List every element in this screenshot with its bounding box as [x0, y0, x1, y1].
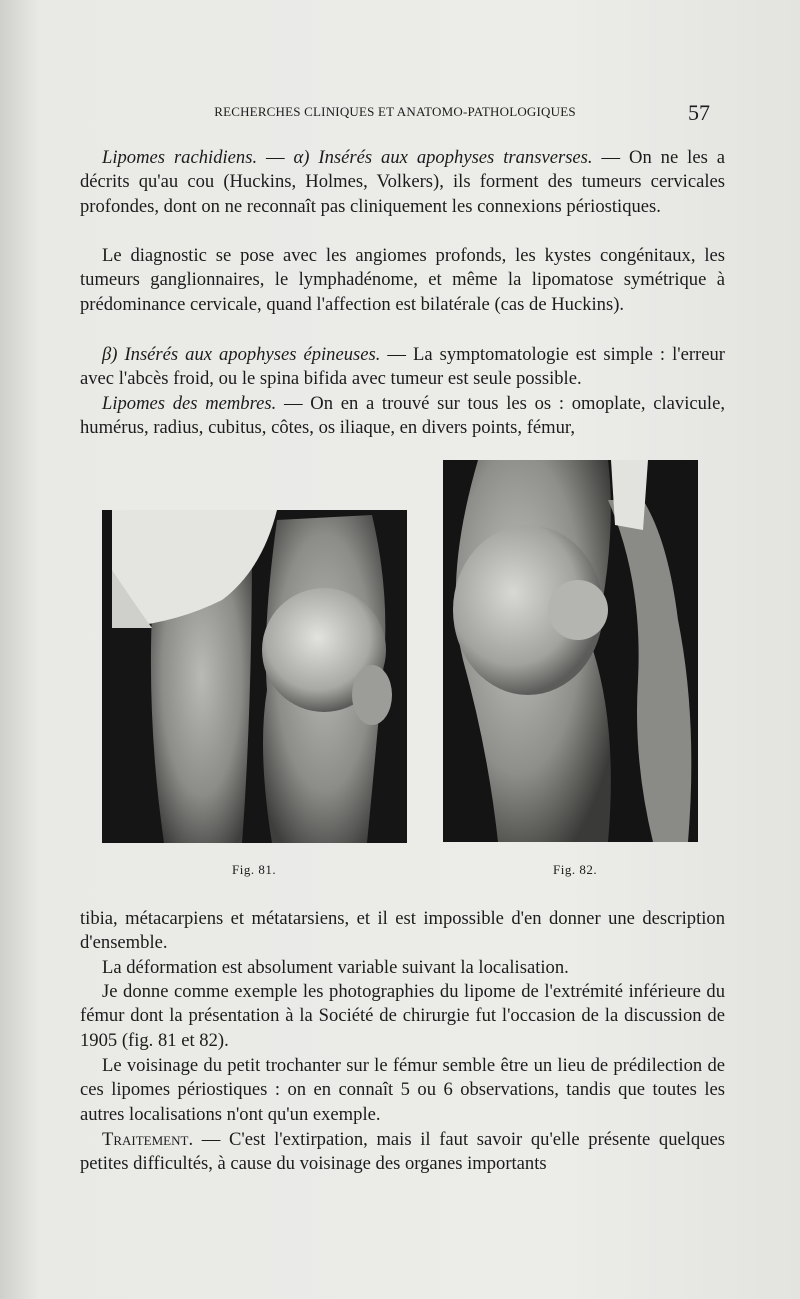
section-heading: Lipomes rachidiens. — [102, 147, 258, 168]
running-title: RECHERCHES CLINIQUES ET ANATOMO-PATHOLOGIQUES — [214, 104, 576, 119]
subsection-heading: β) Insérés aux apophyses épineuses. — [102, 344, 381, 365]
subsection-heading: α) Insérés aux apophyses transverses. — [293, 147, 593, 168]
paragraph-apophyses-epineuses — [80, 343, 725, 392]
page-number: 57 — [688, 100, 710, 125]
paragraph-lipomes-membres — [80, 392, 725, 441]
dash: — — [257, 147, 294, 168]
figure-81-photo — [102, 510, 407, 843]
figure-81-caption: Fig. 81. — [232, 862, 277, 877]
paragraph-exemple: Je donne comme exemple les photographies du lipome de l'extrémité inférieure du fémur dont la présentation à la Société de chirurgie fut l'occasion de la discussion de 1905 (fig. 81 et 82). — [80, 981, 725, 1051]
paragraph-text: — On en a trouvé sur tous les os : omoplate, clavicule, humérus, radius, cubitus, côtes, os iliaque, en divers points, fémur, — [80, 393, 725, 439]
knee-front-photo — [102, 510, 407, 843]
paragraph-traitement — [80, 1128, 725, 1177]
paragraph-deformation: La déformation est absolument variable suivant la localisation. — [102, 957, 569, 978]
figure-82-caption: Fig. 82. — [553, 862, 598, 877]
paragraph-trochanter: Le voisinage du petit trochanter sur le fémur semble être un lieu de prédilection de ces lipomes périostiques : on en connaît 5 ou 6 observations, tandis que toutes les autres localisations n'ont qu'un exemple. — [80, 1055, 725, 1125]
knee-side-photo — [443, 460, 698, 842]
figure-82-photo — [443, 460, 698, 842]
paragraph-continuation: tibia, métacarpiens et métatarsiens, et il est impossible d'en donner une description d'ensemble. — [80, 908, 725, 954]
section-heading: Lipomes des membres. — [102, 393, 277, 414]
paragraph-text: — On ne les a décrits qu'au cou (Huckins, Holmes, Volkers), ils forment des tumeurs cervicales profondes, dont on ne reconnaît pas cliniquement les connexions périostiques. — [80, 147, 725, 217]
paragraph-text: — La symptomatologie est simple : l'erreur avec l'abcès froid, ou le spina bifida avec tumeur est seule possible. — [80, 344, 725, 390]
paragraph-text: — C'est l'extirpation, mais il faut savoir qu'elle présente quelques petites difficultés, à cause du voisinage des organes importants — [80, 1129, 725, 1175]
paragraph-diagnostic: Le diagnostic se pose avec les angiomes profonds, les kystes congénitaux, les tumeurs ganglionnaires, le lymphadénome, et même la lipomatose symétrique à prédominance cervicale, quand l'affection est bilatérale (cas de Huckins). — [80, 245, 725, 315]
section-heading: Traitement. — [102, 1129, 194, 1150]
paragraph-lipomes-rachidiens — [80, 146, 725, 219]
